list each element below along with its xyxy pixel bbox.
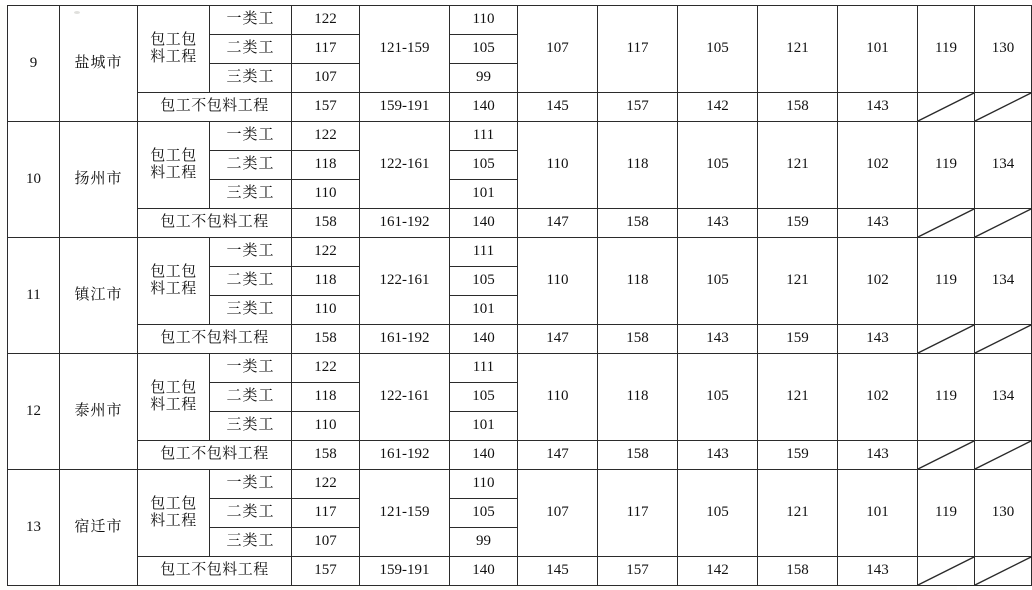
- value-v8: 143: [838, 557, 918, 586]
- diagonal-line-icon: [975, 557, 1031, 585]
- value-v3: 105: [450, 383, 518, 412]
- value-v1: 117: [292, 499, 360, 528]
- worker-grade: 二类工: [210, 383, 292, 412]
- value-v8: 102: [838, 354, 918, 441]
- work-kind-label-nopack: 包工不包料工程: [138, 441, 292, 470]
- work-kind-label: 包工包 料工程: [138, 122, 210, 209]
- value-v4: 147: [518, 325, 598, 354]
- diagonal-line-icon: [918, 441, 974, 469]
- value-range: 122-161: [360, 122, 450, 209]
- value-v4: 110: [518, 354, 598, 441]
- value-v1: 122: [292, 6, 360, 35]
- value-v9: 119: [918, 238, 975, 325]
- value-v8: 102: [838, 238, 918, 325]
- value-v7: 121: [758, 6, 838, 93]
- value-v6: 105: [678, 238, 758, 325]
- value-range: 122-161: [360, 354, 450, 441]
- worker-grade: 一类工: [210, 238, 292, 267]
- worker-grade: 三类工: [210, 64, 292, 93]
- value-v6: 143: [678, 441, 758, 470]
- row-index: 9: [8, 6, 60, 122]
- value-v9: 119: [918, 122, 975, 209]
- diagonal-line-icon: [918, 93, 974, 121]
- value-v8: 101: [838, 6, 918, 93]
- value-v6: 105: [678, 6, 758, 93]
- value-v1: 110: [292, 412, 360, 441]
- row-index: 12: [8, 354, 60, 470]
- value-v4: 145: [518, 557, 598, 586]
- value-v9: 119: [918, 6, 975, 93]
- value-v1: 158: [292, 441, 360, 470]
- value-v6: 105: [678, 354, 758, 441]
- diagonal-line-icon: [975, 325, 1031, 353]
- value-v3: 99: [450, 64, 518, 93]
- value-v6: 142: [678, 93, 758, 122]
- row-index: 11: [8, 238, 60, 354]
- value-v8: 101: [838, 470, 918, 557]
- value-v7: 159: [758, 209, 838, 238]
- value-v9: 119: [918, 354, 975, 441]
- value-v1: 122: [292, 122, 360, 151]
- table-row-nopack: [8, 325, 1032, 354]
- value-v8: 143: [838, 325, 918, 354]
- value-v5: 157: [598, 557, 678, 586]
- value-v3: 140: [450, 325, 518, 354]
- worker-grade: 二类工: [210, 151, 292, 180]
- value-v3: 140: [450, 441, 518, 470]
- value-v10: 134: [975, 238, 1032, 325]
- value-v4: 107: [518, 6, 598, 93]
- scan-speck: [74, 11, 80, 14]
- work-kind-label: 包工包 料工程: [138, 6, 210, 93]
- value-v1: 157: [292, 557, 360, 586]
- work-kind-label-nopack: 包工不包料工程: [138, 557, 292, 586]
- value-v7: 158: [758, 557, 838, 586]
- worker-grade: 一类工: [210, 122, 292, 151]
- value-v1: 118: [292, 267, 360, 296]
- value-v5: 157: [598, 93, 678, 122]
- value-v5: 117: [598, 470, 678, 557]
- value-v3: 140: [450, 209, 518, 238]
- empty-cell-diagonal: [918, 93, 975, 122]
- empty-cell-diagonal: [918, 209, 975, 238]
- diagonal-line-icon: [975, 209, 1031, 237]
- table-row-nopack: [8, 209, 1032, 238]
- value-v3: 110: [450, 470, 518, 499]
- table-row: [8, 6, 1032, 35]
- value-v5: 118: [598, 354, 678, 441]
- value-v4: 107: [518, 470, 598, 557]
- value-v1: 158: [292, 209, 360, 238]
- empty-cell-diagonal: [975, 325, 1032, 354]
- document-page: [0, 5, 1015, 590]
- value-v10: 130: [975, 470, 1032, 557]
- value-v7: 158: [758, 93, 838, 122]
- table-row-nopack: [8, 441, 1032, 470]
- value-v7: 121: [758, 470, 838, 557]
- value-v3: 101: [450, 412, 518, 441]
- empty-cell-diagonal: [918, 441, 975, 470]
- table-row: [8, 122, 1032, 151]
- worker-grade: 三类工: [210, 528, 292, 557]
- empty-cell-diagonal: [918, 325, 975, 354]
- value-v3: 111: [450, 122, 518, 151]
- value-v1: 118: [292, 383, 360, 412]
- value-range: 159-191: [360, 557, 450, 586]
- value-v8: 143: [838, 93, 918, 122]
- worker-grade: 二类工: [210, 35, 292, 64]
- table-row: [8, 354, 1032, 383]
- work-kind-label: 包工包 料工程: [138, 470, 210, 557]
- worker-grade: 一类工: [210, 354, 292, 383]
- city-name: 泰州市: [60, 354, 138, 470]
- work-kind-label: 包工包 料工程: [138, 238, 210, 325]
- value-range: 159-191: [360, 93, 450, 122]
- value-v1: 122: [292, 238, 360, 267]
- value-v6: 143: [678, 325, 758, 354]
- value-range: 161-192: [360, 441, 450, 470]
- value-v4: 110: [518, 122, 598, 209]
- empty-cell-diagonal: [918, 557, 975, 586]
- worker-grade: 一类工: [210, 470, 292, 499]
- value-v10: 134: [975, 122, 1032, 209]
- value-v6: 105: [678, 470, 758, 557]
- value-v6: 142: [678, 557, 758, 586]
- value-v5: 117: [598, 6, 678, 93]
- labor-rate-table: [7, 5, 1032, 586]
- city-name: 盐城市: [60, 6, 138, 122]
- value-v1: 107: [292, 64, 360, 93]
- value-v1: 110: [292, 180, 360, 209]
- value-v7: 159: [758, 325, 838, 354]
- value-v4: 145: [518, 93, 598, 122]
- value-v10: 134: [975, 354, 1032, 441]
- work-kind-label-nopack: 包工不包料工程: [138, 209, 292, 238]
- value-range: 161-192: [360, 209, 450, 238]
- value-v4: 147: [518, 209, 598, 238]
- value-v6: 105: [678, 122, 758, 209]
- worker-grade: 二类工: [210, 267, 292, 296]
- work-kind-label-nopack: 包工不包料工程: [138, 93, 292, 122]
- table-row-nopack: [8, 557, 1032, 586]
- diagonal-line-icon: [918, 325, 974, 353]
- value-v1: 158: [292, 325, 360, 354]
- value-v3: 110: [450, 6, 518, 35]
- diagonal-line-icon: [975, 441, 1031, 469]
- diagonal-line-icon: [918, 557, 974, 585]
- value-v1: 118: [292, 151, 360, 180]
- value-v7: 121: [758, 122, 838, 209]
- value-v5: 158: [598, 209, 678, 238]
- value-v7: 121: [758, 354, 838, 441]
- value-v3: 105: [450, 267, 518, 296]
- value-v1: 122: [292, 470, 360, 499]
- value-v3: 140: [450, 93, 518, 122]
- table-row: [8, 470, 1032, 499]
- worker-grade: 一类工: [210, 6, 292, 35]
- value-v9: 119: [918, 470, 975, 557]
- value-v5: 118: [598, 238, 678, 325]
- value-v8: 143: [838, 209, 918, 238]
- value-v3: 140: [450, 557, 518, 586]
- value-v7: 159: [758, 441, 838, 470]
- city-name: 扬州市: [60, 122, 138, 238]
- work-kind-label: 包工包 料工程: [138, 354, 210, 441]
- value-v8: 102: [838, 122, 918, 209]
- value-range: 121-159: [360, 6, 450, 93]
- work-kind-label-nopack: 包工不包料工程: [138, 325, 292, 354]
- value-v6: 143: [678, 209, 758, 238]
- value-v3: 99: [450, 528, 518, 557]
- value-v4: 110: [518, 238, 598, 325]
- value-v1: 157: [292, 93, 360, 122]
- value-v5: 158: [598, 441, 678, 470]
- value-v4: 147: [518, 441, 598, 470]
- value-v3: 105: [450, 499, 518, 528]
- table-row-nopack: [8, 93, 1032, 122]
- value-v5: 118: [598, 122, 678, 209]
- table-row: [8, 238, 1032, 267]
- value-v3: 111: [450, 354, 518, 383]
- value-v7: 121: [758, 238, 838, 325]
- value-v3: 101: [450, 296, 518, 325]
- value-v1: 107: [292, 528, 360, 557]
- value-v1: 122: [292, 354, 360, 383]
- worker-grade: 三类工: [210, 180, 292, 209]
- row-index: 10: [8, 122, 60, 238]
- value-v3: 105: [450, 35, 518, 64]
- value-range: 121-159: [360, 470, 450, 557]
- empty-cell-diagonal: [975, 93, 1032, 122]
- value-v5: 158: [598, 325, 678, 354]
- value-v3: 101: [450, 180, 518, 209]
- diagonal-line-icon: [975, 93, 1031, 121]
- value-v1: 117: [292, 35, 360, 64]
- row-index: 13: [8, 470, 60, 586]
- empty-cell-diagonal: [975, 441, 1032, 470]
- worker-grade: 三类工: [210, 412, 292, 441]
- value-v8: 143: [838, 441, 918, 470]
- city-name: 镇江市: [60, 238, 138, 354]
- worker-grade: 三类工: [210, 296, 292, 325]
- diagonal-line-icon: [918, 209, 974, 237]
- value-v3: 111: [450, 238, 518, 267]
- empty-cell-diagonal: [975, 557, 1032, 586]
- value-v1: 110: [292, 296, 360, 325]
- value-v10: 130: [975, 6, 1032, 93]
- city-name: 宿迁市: [60, 470, 138, 586]
- value-range: 161-192: [360, 325, 450, 354]
- worker-grade: 二类工: [210, 499, 292, 528]
- empty-cell-diagonal: [975, 209, 1032, 238]
- value-range: 122-161: [360, 238, 450, 325]
- value-v3: 105: [450, 151, 518, 180]
